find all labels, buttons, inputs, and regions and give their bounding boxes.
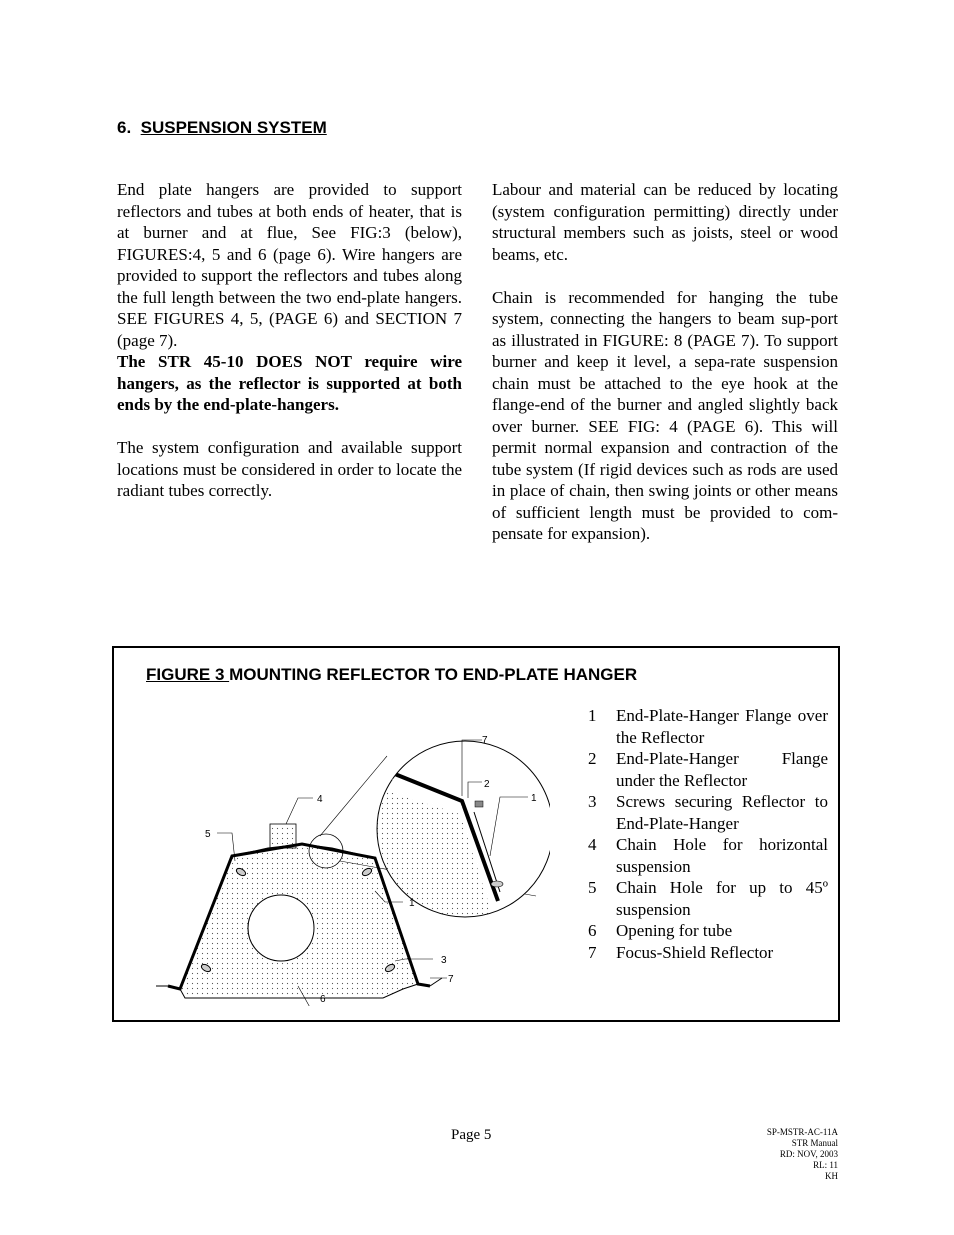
callout-7-top: 7 <box>482 735 488 746</box>
callout-6: 6 <box>320 994 326 1005</box>
callout-1-detail: 1 <box>531 793 537 804</box>
legend-item: 4 Chain Hole for horizontal suspension <box>588 835 828 876</box>
figure-title <box>146 665 637 685</box>
figure-legend <box>588 705 828 963</box>
reflector-hanger-diagram <box>150 706 550 1006</box>
legend-item: 1 End-Plate-Hanger Flange over the Reflector <box>588 706 828 747</box>
left-paragraph-2: The system configuration and available support locations must be considered in order to locate the radiant tubes correctly. <box>117 438 462 500</box>
callout-3: 3 <box>441 955 447 966</box>
figure-title-text: MOUNTING REFLECTOR TO END-PLATE HANGER <box>229 665 638 684</box>
callout-1-main: 1 <box>409 898 415 909</box>
legend-item: 5 Chain Hole for up to 45º suspension <box>588 878 828 919</box>
left-paragraph-1: End plate hangers are provided to support reflectors and tubes at both ends of heater, that is at burner and at flue, See FIG:3 (below), FIGURES:4, 5 and 6 (page 6). Wire hangers are provided to support the reflectors and tubes along the full length between the two end-plate hangers. SEE FIGURES 4, 5, (PAGE 6) and SECTION 7 (page 7). <box>117 180 462 350</box>
page-number: Page 5 <box>451 1127 492 1143</box>
legend-item: 2 End-Plate-Hanger Flange under the Reflector <box>588 749 828 790</box>
section-heading <box>117 118 327 138</box>
legend-item: 7 Focus-Shield Reflector <box>588 942 774 962</box>
figure-3-box <box>112 646 840 1022</box>
legend-item: 6 Opening for tube <box>588 921 733 940</box>
document-reference: SP-MSTR-AC-11A STR Manual RD: NOV, 2003 RL: 11 KH <box>766 1127 838 1181</box>
section-number: 6. <box>117 118 132 137</box>
tube-opening <box>248 895 314 961</box>
right-column <box>492 179 838 545</box>
legend-item: 3 Screws securing Reflector to End-Plate-Hanger <box>588 792 828 833</box>
chain-hole-tab <box>270 824 296 848</box>
bold-note: The STR 45-10 DOES NOT require wire hangers, as the reflector is supported at both ends by the end-plate-hangers. <box>117 352 462 414</box>
section-title: SUSPENSION SYSTEM <box>140 118 327 137</box>
callout-4: 4 <box>317 794 323 805</box>
callout-7-bottom: 7 <box>448 974 454 985</box>
left-column <box>117 179 462 502</box>
callout-2: 2 <box>484 779 490 790</box>
callout-5: 5 <box>205 829 211 840</box>
right-paragraph-2: Chain is recommended for hanging the tube system, connecting the hangers to beam sup-port as illustrated in FIGURE: 8 (PAGE 7). To support burner and keep it level, a sepa-rate suspension chain must be attached to the eye hook at the flange-end of the burner and angled slightly back over burner. SEE FIG: 4 (PAGE 6). This will permit normal expansion and contraction of the tube system (If rigid devices such as rods are used in place of chain, then swing joints or other means of sufficient length must be provided to com-pensate for expansion). <box>492 287 838 543</box>
right-paragraph-1: Labour and material can be reduced by locating (system configuration permitting) directly under structural members such as joists, steel or wood beams, etc. <box>492 180 838 264</box>
figure-label: FIGURE 3 <box>146 665 230 684</box>
